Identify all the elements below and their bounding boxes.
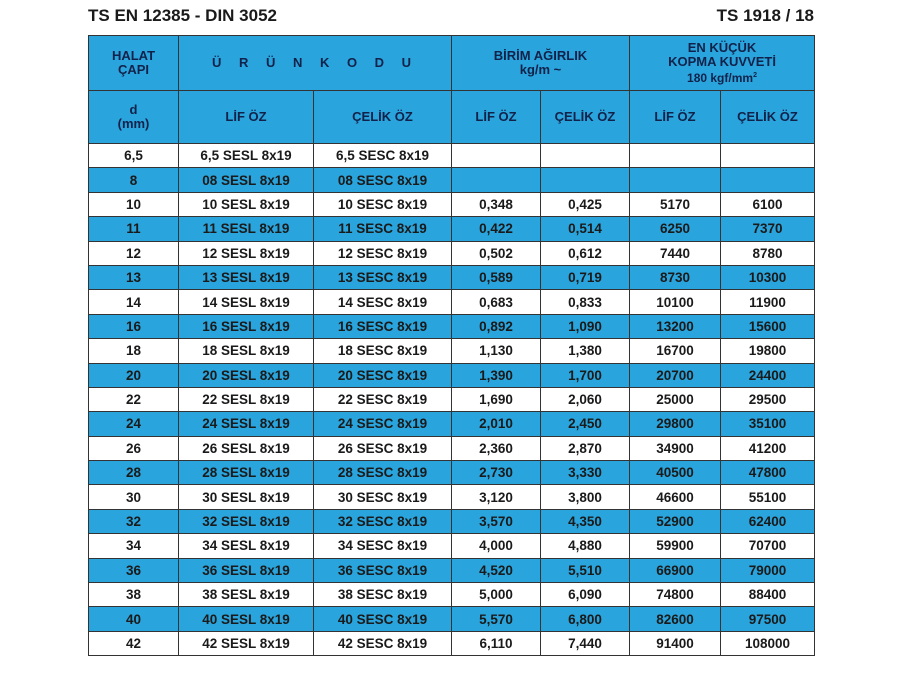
cell-diameter: 11: [89, 217, 179, 241]
cell-weight-celik: 6,090: [541, 583, 630, 607]
table-body: [89, 144, 815, 656]
header-halat-line2: ÇAPI: [117, 62, 150, 77]
cell-code-celik: 32 SESC 8x19: [314, 509, 452, 533]
cell-diameter: 40: [89, 607, 179, 631]
cell-force-celik: 79000: [721, 558, 815, 582]
cell-weight-celik: 1,380: [541, 339, 630, 363]
cell-force-lif: 7440: [630, 241, 721, 265]
kopma-unit: 180 kgf/mm: [687, 71, 754, 85]
cell-weight-celik: 1,090: [541, 314, 630, 338]
cell-code-lif: 20 SESL 8x19: [179, 363, 314, 387]
subheader-kopma-celik-oz: ÇELİK ÖZ: [721, 91, 815, 144]
header-birim-agirlik: [452, 36, 630, 91]
cell-code-lif: 34 SESL 8x19: [179, 534, 314, 558]
cell-code-celik: 30 SESC 8x19: [314, 485, 452, 509]
cell-force-celik: 11900: [721, 290, 815, 314]
cell-force-celik: 55100: [721, 485, 815, 509]
cell-weight-lif: 2,730: [452, 461, 541, 485]
cell-code-celik: 42 SESC 8x19: [314, 631, 452, 655]
cell-code-celik: 26 SESC 8x19: [314, 436, 452, 460]
cell-code-celik: 13 SESC 8x19: [314, 265, 452, 289]
cell-weight-lif: [452, 168, 541, 192]
cell-code-celik: 36 SESC 8x19: [314, 558, 452, 582]
cell-force-lif: 6250: [630, 217, 721, 241]
cell-weight-lif: 4,000: [452, 534, 541, 558]
cell-weight-celik: 0,833: [541, 290, 630, 314]
cell-code-celik: 08 SESC 8x19: [314, 168, 452, 192]
cell-code-lif: 22 SESL 8x19: [179, 387, 314, 411]
cell-force-lif: 13200: [630, 314, 721, 338]
header-kopma-line3: [630, 69, 814, 85]
title-bar: [88, 6, 814, 28]
cell-diameter: 38: [89, 583, 179, 607]
cell-force-celik: 88400: [721, 583, 815, 607]
cell-diameter: 32: [89, 509, 179, 533]
cell-code-lif: 08 SESL 8x19: [179, 168, 314, 192]
cell-force-celik: 19800: [721, 339, 815, 363]
cell-code-lif: 38 SESL 8x19: [179, 583, 314, 607]
cell-diameter: 30: [89, 485, 179, 509]
cell-force-lif: 20700: [630, 363, 721, 387]
header-urun-kodu: Ü R Ü N K O D U: [179, 36, 452, 91]
table-row: [89, 485, 815, 509]
cell-diameter: 14: [89, 290, 179, 314]
cell-force-lif: 25000: [630, 387, 721, 411]
cell-weight-celik: [541, 168, 630, 192]
table-row: [89, 558, 815, 582]
cell-force-lif: 59900: [630, 534, 721, 558]
cell-weight-lif: 3,570: [452, 509, 541, 533]
cell-code-lif: 24 SESL 8x19: [179, 412, 314, 436]
cell-weight-celik: 0,719: [541, 265, 630, 289]
subheader-urun-celik-oz: ÇELİK ÖZ: [314, 91, 452, 144]
cell-weight-celik: 4,880: [541, 534, 630, 558]
cell-force-celik: 97500: [721, 607, 815, 631]
cell-diameter: 18: [89, 339, 179, 363]
cell-code-lif: 18 SESL 8x19: [179, 339, 314, 363]
table-row: [89, 314, 815, 338]
table-row: [89, 583, 815, 607]
cell-force-lif: [630, 168, 721, 192]
cell-code-celik: 18 SESC 8x19: [314, 339, 452, 363]
table-row: [89, 339, 815, 363]
cell-diameter: 6,5: [89, 144, 179, 168]
cell-force-celik: [721, 168, 815, 192]
cell-weight-celik: 6,800: [541, 607, 630, 631]
cell-diameter: 36: [89, 558, 179, 582]
cell-force-celik: 6100: [721, 192, 815, 216]
cell-diameter: 10: [89, 192, 179, 216]
cell-force-celik: 35100: [721, 412, 815, 436]
cell-code-lif: 16 SESL 8x19: [179, 314, 314, 338]
cell-code-celik: 14 SESC 8x19: [314, 290, 452, 314]
cell-weight-lif: 5,000: [452, 583, 541, 607]
cell-diameter: 24: [89, 412, 179, 436]
subheader-d: d: [129, 102, 138, 117]
table-row: [89, 631, 815, 655]
cell-weight-lif: 0,589: [452, 265, 541, 289]
header-halat-capi: [89, 36, 179, 91]
cell-force-celik: 10300: [721, 265, 815, 289]
cell-code-lif: 30 SESL 8x19: [179, 485, 314, 509]
cell-diameter: 8: [89, 168, 179, 192]
cell-weight-celik: [541, 144, 630, 168]
kopma-unit-sup: 2: [753, 72, 757, 79]
cell-force-lif: 91400: [630, 631, 721, 655]
cell-force-celik: 70700: [721, 534, 815, 558]
cell-weight-lif: 0,422: [452, 217, 541, 241]
cell-force-celik: [721, 144, 815, 168]
cell-force-celik: 108000: [721, 631, 815, 655]
header-halat-line1: HALAT: [111, 48, 156, 63]
cell-weight-lif: 5,570: [452, 607, 541, 631]
cell-diameter: 13: [89, 265, 179, 289]
cell-weight-celik: 3,330: [541, 461, 630, 485]
cell-force-lif: 74800: [630, 583, 721, 607]
cell-diameter: 22: [89, 387, 179, 411]
cell-weight-celik: 2,060: [541, 387, 630, 411]
cell-force-lif: 29800: [630, 412, 721, 436]
subheader-birim-lif-oz: LİF ÖZ: [452, 91, 541, 144]
cell-force-lif: 10100: [630, 290, 721, 314]
cell-weight-lif: 1,390: [452, 363, 541, 387]
cell-weight-celik: 0,514: [541, 217, 630, 241]
cell-code-lif: 10 SESL 8x19: [179, 192, 314, 216]
cell-code-lif: 26 SESL 8x19: [179, 436, 314, 460]
header-kopma-line2: KOPMA KUVVETİ: [668, 54, 776, 69]
cell-weight-lif: 1,690: [452, 387, 541, 411]
table-row: [89, 412, 815, 436]
table-row: [89, 436, 815, 460]
cell-diameter: 42: [89, 631, 179, 655]
cell-code-lif: 36 SESL 8x19: [179, 558, 314, 582]
cell-weight-celik: 7,440: [541, 631, 630, 655]
table-row: [89, 387, 815, 411]
cell-force-lif: 82600: [630, 607, 721, 631]
cell-force-lif: [630, 144, 721, 168]
cell-weight-lif: [452, 144, 541, 168]
standard-left: TS EN 12385 - DIN 3052: [88, 6, 277, 25]
cell-force-celik: 62400: [721, 509, 815, 533]
table-row: [89, 461, 815, 485]
header-birim-line1: BİRİM AĞIRLIK: [493, 48, 588, 63]
cell-code-lif: 32 SESL 8x19: [179, 509, 314, 533]
cell-diameter: 16: [89, 314, 179, 338]
standard-right: TS 1918 / 18: [716, 6, 814, 25]
cell-weight-celik: 2,450: [541, 412, 630, 436]
table-row: [89, 607, 815, 631]
table-row: [89, 192, 815, 216]
cell-code-lif: 6,5 SESL 8x19: [179, 144, 314, 168]
cell-force-celik: 7370: [721, 217, 815, 241]
cell-code-lif: 28 SESL 8x19: [179, 461, 314, 485]
cell-weight-lif: 6,110: [452, 631, 541, 655]
cell-force-lif: 34900: [630, 436, 721, 460]
cell-force-celik: 47800: [721, 461, 815, 485]
cell-code-celik: 6,5 SESC 8x19: [314, 144, 452, 168]
subheader-urun-lif-oz: LİF ÖZ: [179, 91, 314, 144]
cell-weight-lif: 0,892: [452, 314, 541, 338]
cell-diameter: 12: [89, 241, 179, 265]
cell-code-celik: 20 SESC 8x19: [314, 363, 452, 387]
cell-force-celik: 29500: [721, 387, 815, 411]
cell-diameter: 34: [89, 534, 179, 558]
cell-weight-lif: 0,502: [452, 241, 541, 265]
cell-code-lif: 40 SESL 8x19: [179, 607, 314, 631]
header-kopma-kuvveti: [630, 36, 815, 91]
cell-force-celik: 8780: [721, 241, 815, 265]
table-row: [89, 241, 815, 265]
rope-spec-table: [88, 35, 815, 656]
cell-weight-celik: 2,870: [541, 436, 630, 460]
table-row: [89, 265, 815, 289]
cell-diameter: 20: [89, 363, 179, 387]
table-row: [89, 168, 815, 192]
cell-weight-celik: 0,612: [541, 241, 630, 265]
cell-code-celik: 12 SESC 8x19: [314, 241, 452, 265]
cell-force-lif: 52900: [630, 509, 721, 533]
cell-force-lif: 8730: [630, 265, 721, 289]
cell-weight-lif: 0,683: [452, 290, 541, 314]
cell-weight-celik: 5,510: [541, 558, 630, 582]
table-row: [89, 534, 815, 558]
table-row: [89, 144, 815, 168]
cell-code-celik: 16 SESC 8x19: [314, 314, 452, 338]
header-row-1: [89, 36, 815, 91]
cell-weight-celik: 3,800: [541, 485, 630, 509]
cell-weight-celik: 1,700: [541, 363, 630, 387]
subheader-birim-celik-oz: ÇELİK ÖZ: [541, 91, 630, 144]
header-row-2: [89, 91, 815, 144]
cell-diameter: 28: [89, 461, 179, 485]
cell-code-lif: 42 SESL 8x19: [179, 631, 314, 655]
cell-weight-lif: 1,130: [452, 339, 541, 363]
cell-force-lif: 16700: [630, 339, 721, 363]
cell-weight-lif: 2,360: [452, 436, 541, 460]
cell-code-lif: 13 SESL 8x19: [179, 265, 314, 289]
cell-force-celik: 15600: [721, 314, 815, 338]
header-kopma-line1: EN KÜÇÜK: [687, 40, 757, 55]
cell-weight-lif: 4,520: [452, 558, 541, 582]
cell-code-celik: 40 SESC 8x19: [314, 607, 452, 631]
cell-diameter: 26: [89, 436, 179, 460]
table-row: [89, 217, 815, 241]
cell-weight-lif: 2,010: [452, 412, 541, 436]
cell-force-celik: 24400: [721, 363, 815, 387]
cell-force-lif: 46600: [630, 485, 721, 509]
cell-code-celik: 28 SESC 8x19: [314, 461, 452, 485]
subheader-mm: (mm): [117, 116, 150, 131]
subheader-kopma-lif-oz: LİF ÖZ: [630, 91, 721, 144]
cell-code-celik: 24 SESC 8x19: [314, 412, 452, 436]
cell-code-celik: 34 SESC 8x19: [314, 534, 452, 558]
subheader-d-mm: [89, 91, 179, 144]
cell-force-lif: 40500: [630, 461, 721, 485]
cell-force-lif: 5170: [630, 192, 721, 216]
cell-code-celik: 38 SESC 8x19: [314, 583, 452, 607]
cell-code-celik: 10 SESC 8x19: [314, 192, 452, 216]
cell-force-lif: 66900: [630, 558, 721, 582]
cell-weight-lif: 3,120: [452, 485, 541, 509]
table-row: [89, 290, 815, 314]
cell-code-celik: 22 SESC 8x19: [314, 387, 452, 411]
cell-code-lif: 12 SESL 8x19: [179, 241, 314, 265]
cell-weight-celik: 4,350: [541, 509, 630, 533]
cell-force-celik: 41200: [721, 436, 815, 460]
table-row: [89, 363, 815, 387]
table-row: [89, 509, 815, 533]
cell-code-lif: 14 SESL 8x19: [179, 290, 314, 314]
cell-weight-lif: 0,348: [452, 192, 541, 216]
header-birim-line2: kg/m ~: [519, 62, 562, 77]
cell-code-lif: 11 SESL 8x19: [179, 217, 314, 241]
cell-code-celik: 11 SESC 8x19: [314, 217, 452, 241]
cell-weight-celik: 0,425: [541, 192, 630, 216]
